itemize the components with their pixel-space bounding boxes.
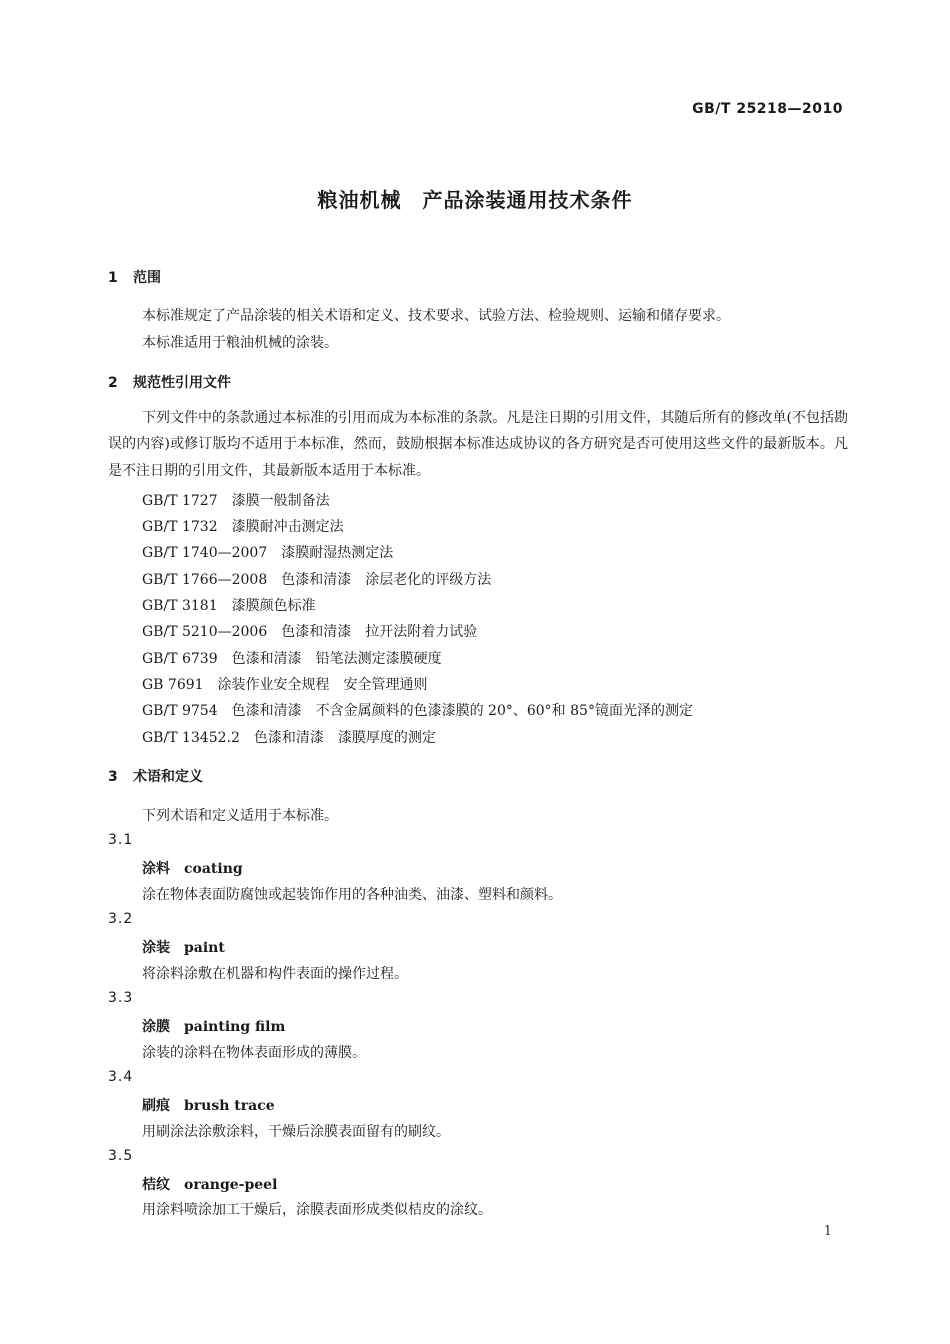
term-heading — [142, 1016, 285, 1036]
term-en: orange-peel — [184, 1177, 278, 1193]
section-2-intro: 下列文件中的条款通过本标准的引用而成为本标准的条款。凡是注日期的引用文件，其随后所有的修改单(不包括勘误的内容)或修订版均不适用于本标准，然而，鼓励根据本标准达成协议的各方研究是否可使用这些文件的最新版本。凡是不注日期的引用文件，其最新版本适用于本标准。 — [108, 410, 848, 479]
reference-item: GB/T 1727 漆膜一般制备法 — [142, 493, 330, 509]
standard-number: GB/T 25218—2010 — [692, 101, 843, 117]
reference-item: GB/T 9754 色漆和清漆 不含金属颜料的色漆漆膜的 20°、60°和 85°镜面光泽的测定 — [142, 703, 693, 719]
term-en: brush trace — [184, 1098, 275, 1114]
term-number: 3.3 — [108, 990, 134, 1006]
section-number: 1 — [108, 270, 118, 286]
term-en: paint — [184, 940, 225, 956]
section-1-heading — [108, 267, 161, 287]
term-number: 3.5 — [108, 1148, 134, 1164]
section-3-intro: 下列术语和定义适用于本标准。 — [142, 808, 338, 824]
section-title: 范围 — [133, 270, 161, 286]
term-definition: 涂装的涂料在物体表面形成的薄膜。 — [142, 1045, 366, 1061]
reference-item: GB/T 1732 漆膜耐冲击测定法 — [142, 519, 344, 535]
term-heading — [142, 937, 225, 957]
term-cn: 刷痕 — [142, 1098, 170, 1114]
term-en: coating — [184, 861, 243, 877]
document-title: 粮油机械 产品涂装通用技术条件 — [317, 188, 633, 212]
section-number: 3 — [108, 769, 118, 785]
term-en: painting film — [184, 1019, 286, 1035]
reference-item: GB/T 1766—2008 色漆和清漆 涂层老化的评级方法 — [142, 572, 492, 588]
reference-item: GB/T 3181 漆膜颜色标准 — [142, 598, 316, 614]
section-number: 2 — [108, 375, 118, 391]
paragraph: 本标准适用于粮油机械的涂装。 — [142, 335, 338, 351]
reference-item: GB/T 6739 色漆和清漆 铅笔法测定漆膜硬度 — [142, 651, 442, 667]
term-number: 3.4 — [108, 1069, 134, 1085]
term-cn: 涂装 — [142, 940, 170, 956]
term-definition: 用涂料喷涂加工干燥后，涂膜表面形成类似桔皮的涂纹。 — [142, 1202, 492, 1218]
section-3-heading — [108, 766, 203, 786]
term-definition: 用刷涂法涂敷涂料，干燥后涂膜表面留有的刷纹。 — [142, 1124, 450, 1140]
term-definition: 涂在物体表面防腐蚀或起装饰作用的各种油类、油漆、塑料和颜料。 — [142, 887, 562, 903]
page-number: 1 — [823, 1224, 832, 1239]
section-2-heading — [108, 372, 231, 392]
term-heading — [142, 1174, 277, 1194]
section-title: 规范性引用文件 — [133, 375, 231, 391]
term-cn: 涂膜 — [142, 1019, 170, 1035]
term-number: 3.2 — [108, 911, 134, 927]
reference-item: GB/T 13452.2 色漆和清漆 漆膜厚度的测定 — [142, 730, 436, 746]
term-number: 3.1 — [108, 832, 134, 848]
reference-item: GB/T 5210—2006 色漆和清漆 拉开法附着力试验 — [142, 624, 478, 640]
paragraph: 本标准规定了产品涂装的相关术语和定义、技术要求、试验方法、检验规则、运输和储存要求。 — [142, 308, 730, 324]
term-cn: 桔纹 — [142, 1177, 170, 1193]
reference-item: GB 7691 涂装作业安全规程 安全管理通则 — [142, 677, 428, 693]
section-title: 术语和定义 — [133, 769, 203, 785]
term-cn: 涂料 — [142, 861, 170, 877]
reference-item: GB/T 1740—2007 漆膜耐湿热测定法 — [142, 545, 394, 561]
term-definition: 将涂料涂敷在机器和构件表面的操作过程。 — [142, 966, 408, 982]
term-heading — [142, 1095, 275, 1115]
term-heading — [142, 858, 243, 878]
